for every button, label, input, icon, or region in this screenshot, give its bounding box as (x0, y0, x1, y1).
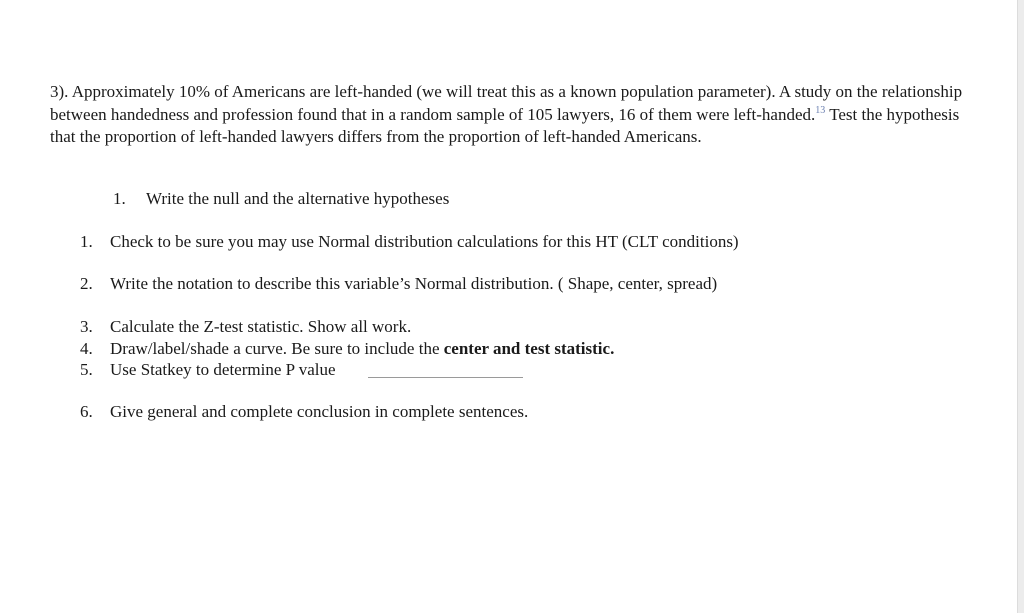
task-text: Write the notation to describe this variable’s Normal distribution. ( Shape, center, spread) (110, 274, 718, 293)
task-number: 3. (80, 317, 93, 336)
task-text: Calculate the Z-test statistic. Show all work. (110, 317, 412, 336)
task-number: 1. (80, 232, 93, 251)
task-number: 5. (80, 360, 93, 379)
task-number: 2. (80, 274, 93, 293)
task-text: Draw/label/shade a curve. Be sure to include the (110, 339, 444, 358)
task-number: 6. (80, 402, 93, 421)
task-number: 1. (113, 189, 126, 208)
task-emphasis: center and test statistic. (443, 339, 615, 358)
problem-statement (50, 81, 965, 149)
footnote-reference[interactable]: 13 (815, 104, 826, 116)
task-number: 4. (80, 339, 93, 358)
task-text: Write the null and the alternative hypotheses (146, 189, 450, 208)
task-text-with-emphasis (110, 338, 614, 360)
task-text: Use Statkey to determine P value (110, 360, 336, 379)
problem-intro: 3). Approximately 10% of Americans are left-handed (we will treat this as a known population parameter). A study on the relationship between handedness and profession found that in a random sample of 105 lawyers, 16 of them were left-handed. (50, 82, 963, 124)
window-scroll-edge[interactable] (1017, 0, 1024, 613)
task-text: Check to be sure you may use Normal distribution calculations for this HT (CLT conditions) (110, 232, 739, 251)
problem-rest: Test the hypothesis that the proportion of left-handed lawyers differs from the proportion of left-handed Americans. (50, 104, 960, 146)
p-value-answer-blank[interactable] (368, 377, 523, 378)
task-text: Give general and complete conclusion in complete sentences. (110, 402, 529, 421)
